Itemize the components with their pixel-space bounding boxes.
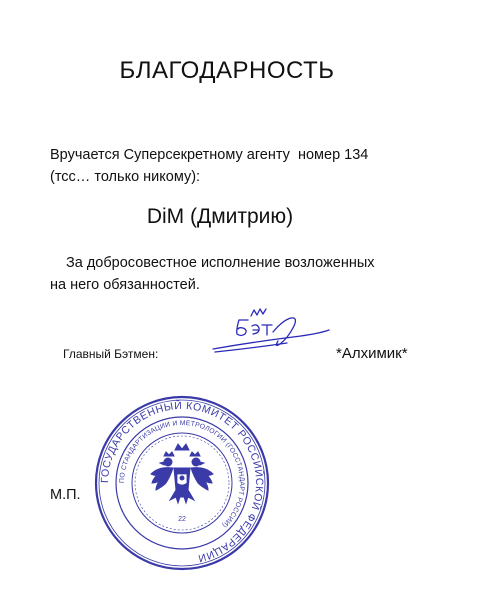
document-title: БЛАГОДАРНОСТЬ — [119, 57, 335, 84]
official-seal-icon — [93, 394, 271, 572]
reason-line-1: За добросовестное исполнение возложенных — [66, 255, 375, 271]
awarded-line-1: Вручается Суперсекретному агенту номер 134 — [50, 147, 369, 163]
reason-line-2: на него обязанностей. — [50, 277, 200, 293]
seal-inner-ring-text: ПО СТАНДАРТИЗАЦИИ И МЕТРОЛОГИИ (ГОССТАНДАРТ РОССИИ) — [118, 419, 246, 529]
reason-text — [50, 252, 460, 296]
awarded-to-text — [50, 144, 450, 188]
recipient-name: DiM (Дмитрию) — [146, 205, 294, 228]
handwritten-signature-icon — [205, 300, 335, 362]
signer-name: *Алхимик* — [336, 345, 408, 362]
double-headed-eagle-icon — [151, 444, 213, 503]
signer-title: Главный Бэтмен: — [63, 347, 159, 361]
stamp-place-label: М.П. — [50, 487, 81, 503]
seal-number: 22 — [178, 516, 186, 523]
seal-outer-ring-text: ГОСУДАРСТВЕННЫЙ КОМИТЕТ РОССИЙСКОЙ ФЕДЕРАЦИИ — [98, 399, 266, 565]
awarded-line-2: (тсс… только никому): — [50, 169, 201, 185]
